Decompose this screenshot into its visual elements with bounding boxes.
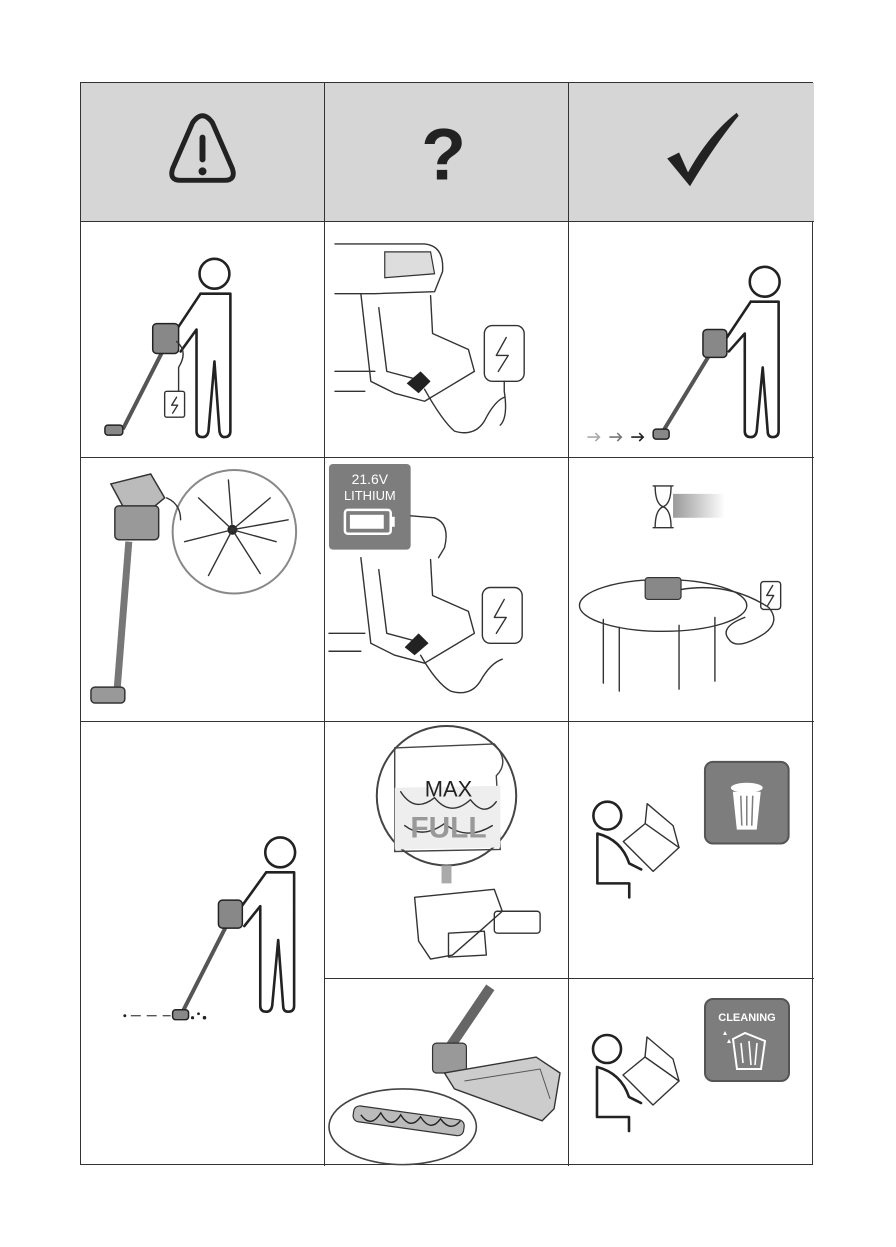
read-manual-cleaning-illustration [569,979,814,1166]
person-vacuum-charger-illustration [81,222,325,458]
header-check-cell [569,83,814,222]
person-vacuum-debris-illustration [81,722,325,1166]
checkmark-icon [569,83,814,221]
battery-voltage-label: 21.6V [351,470,389,487]
person-vacuum-move-forward-illustration [569,222,814,458]
cleaning-label: CLEANING [718,1012,776,1024]
header-question-cell [325,83,569,222]
vacuum-handle-charging-illustration [325,222,569,458]
max-label: MAX [424,776,473,802]
full-label: FULL [410,811,487,845]
warning-triangle-icon [81,83,324,221]
read-manual-empty-bin-illustration [569,722,814,979]
header-warning-cell [81,83,325,222]
dust-bin-max-full-illustration [325,722,569,979]
brush-roll-hair-illustration [325,979,569,1166]
vacuum-battery-charging-illustration [325,458,569,722]
troubleshooting-table [80,82,813,1165]
vacuum-cracked-illustration [81,458,325,722]
battery-chemistry-label: LITHIUM [343,487,396,503]
hourglass-icon [653,486,673,528]
charging-wait-hourglass-illustration [569,458,814,722]
question-mark-icon: ? [421,112,466,196]
